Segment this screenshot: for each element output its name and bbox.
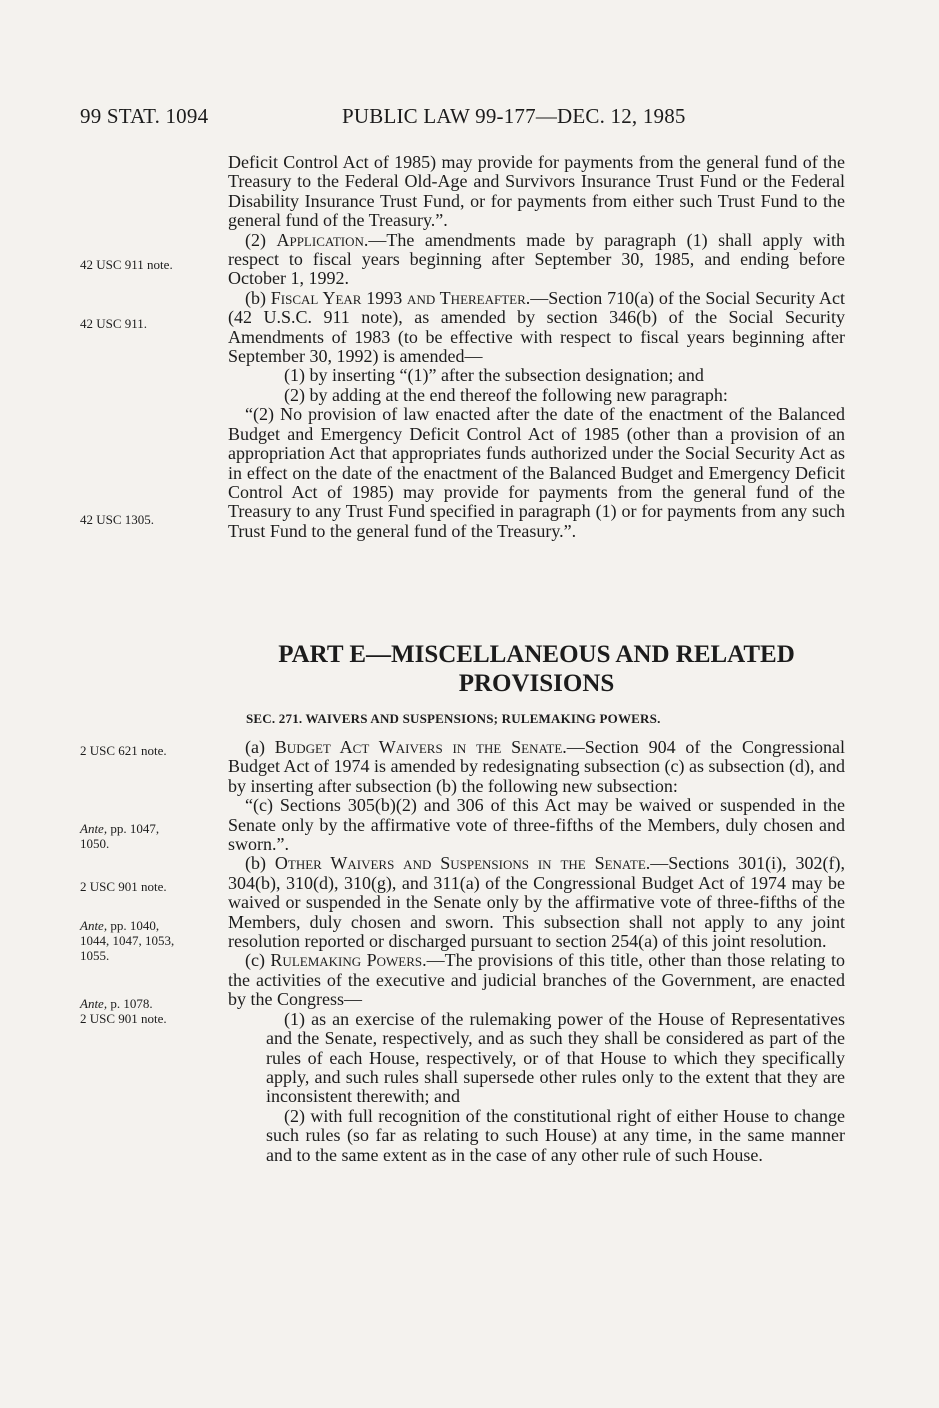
margin-note-pages: p. 1078. (107, 996, 153, 1011)
margin-note: 2 USC 901 note. (80, 879, 167, 894)
amendment-item: (2) by adding at the end thereof the following new paragraph: (284, 384, 728, 405)
amendment-item: (1) by inserting “(1)” after the subsection designation; and (284, 365, 704, 386)
subsection-b (228, 854, 845, 951)
margin-note (80, 996, 220, 1026)
paragraph-text: —The amendments made by paragraph (1) shall apply with respect to fiscal years beginning after September 30, 1985, and ending before October 1, 1992. (228, 229, 845, 289)
body-text-lower (228, 738, 845, 1165)
part-heading-line: PROVISIONS (458, 670, 615, 697)
rulemaking-item: (2) with full recognition of the constitutional right of either House to change such rules (so far as relating to such House) at any time, in the same manner and to the same extent as in the case of any other rule of such House. (266, 1105, 845, 1165)
paragraph-number: (2) (245, 229, 277, 250)
margin-note-pages: pp. 1047, (107, 821, 160, 836)
margin-note-pages: 1044, 1047, 1053, (80, 933, 175, 948)
subsection-heading: Rulemaking Powers. (270, 950, 427, 971)
subsection-number: (b) (245, 287, 271, 308)
subsection-b (228, 289, 845, 367)
margin-note (80, 821, 220, 851)
subsection-text: —Section 904 of the Congressional Budget Act of 1974 is amended by redesignating subsection (c) as subsection (d), and by inserting after subsection (b) the following new subsection: (228, 737, 846, 796)
subsection-heading: Fiscal Year 1993 and Thereafter. (270, 287, 531, 308)
margin-note-usc: 2 USC 901 note. (80, 1011, 167, 1026)
running-header: PUBLIC LAW 99-177—DEC. 12, 1985 (342, 104, 686, 128)
part-heading-line: PART E—MISCELLANEOUS AND RELATED (278, 641, 795, 668)
amendment-list (228, 366, 845, 405)
body-text-upper (228, 153, 845, 541)
margin-note-pages: 1055. (80, 948, 110, 963)
subsection-heading: Budget Act Waivers in the Senate. (274, 737, 567, 757)
subsection-text: —The provisions of this title, other than those relating to the activities of the executive and judicial branches of the Government, are enacted by the Congress— (228, 950, 845, 1010)
subsection-a (228, 738, 845, 796)
subsection-number: (c) (245, 950, 271, 971)
margin-note: 42 USC 911. (80, 316, 148, 331)
paragraph-heading: Application. (276, 229, 369, 250)
margin-note: 42 USC 911 note. (80, 257, 173, 272)
page-stat-number: 99 STAT. 1094 (80, 104, 209, 128)
continued-paragraph: Deficit Control Act of 1985) may provide for payments from the general fund of the Treasury to the Federal Old-Age and Survivors Insurance Trust Fund or the Federal Disability Insurance Trust Fund, or for payments from either such Trust Fund to the general fund of the Treasury.”. (228, 152, 845, 231)
quoted-subsection: “(c) Sections 305(b)(2) and 306 of this Act may be waived or suspended in the Senate only by the affirmative vote of three-fifths of the Members, duly chosen and sworn.”. (228, 795, 845, 855)
subsection-number: (a) (245, 737, 275, 757)
margin-note (80, 918, 220, 963)
subsection-text: —Sections 301(i), 302(f), 304(b), 310(d), 310(g), and 311(a) of the Congressional Budget Act of 1974 may be waived or suspended in the Senate only by the affirmative vote of three-fifths of the Members, duly chosen and sworn. This subsection shall not apply to any joint resolution reported or discharged pursuant to section 254(a) of this joint resolution. (228, 853, 845, 952)
quoted-paragraph: “(2) No provision of law enacted after the date of the enactment of the Balanced Budget and Emergency Deficit Control Act of 1985 (other than a provision of an appropriation Act that appropriates funds authorized under the Social Security Act as in effect on the date of the enactment of the Balanced Budget and Emergency Deficit Control Act of 1985) may provide for payments from the general fund of the Treasury to any Trust Fund specified in paragraph (1) or for payments from any such Trust Fund to the general fund of the Treasury.”. (228, 404, 845, 541)
subsection-c (228, 951, 845, 1009)
subsection-number: (b) (245, 853, 275, 874)
subsection-text: —Section 710(a) of the Social Security Act (42 U.S.C. 911 note), as amended by section 346(b) of the Social Security Amendments of 1983 (to be effective with respect to fiscal years beginning after September 30, 1992) is amended— (228, 287, 845, 367)
margin-note: 2 USC 621 note. (80, 743, 167, 758)
rulemaking-item: (1) as an exercise of the rulemaking power of the House of Representatives and the Senate, respectively, and as such they shall be considered as part of the rules of each House, respectively, or of that House to which they specifically apply, and such rules shall supersede other rules only to the extent that they are inconsistent therewith; and (266, 1008, 845, 1107)
margin-note-ante: Ante, (80, 918, 108, 933)
margin-note-pages: 1050. (80, 836, 110, 851)
margin-note-pages: pp. 1040, (107, 918, 160, 933)
section-heading: SEC. 271. WAIVERS AND SUSPENSIONS; RULEMAKING POWERS. (246, 711, 661, 726)
subsection-heading: Other Waivers and Suspensions in the Senate. (274, 853, 651, 874)
margin-note-ante: Ante, (80, 996, 108, 1011)
paragraph-2-application (228, 231, 845, 289)
margin-note-ante: Ante, (80, 821, 108, 836)
part-heading (228, 640, 845, 698)
rulemaking-list (228, 1010, 845, 1165)
margin-note: 42 USC 1305. (80, 512, 155, 527)
